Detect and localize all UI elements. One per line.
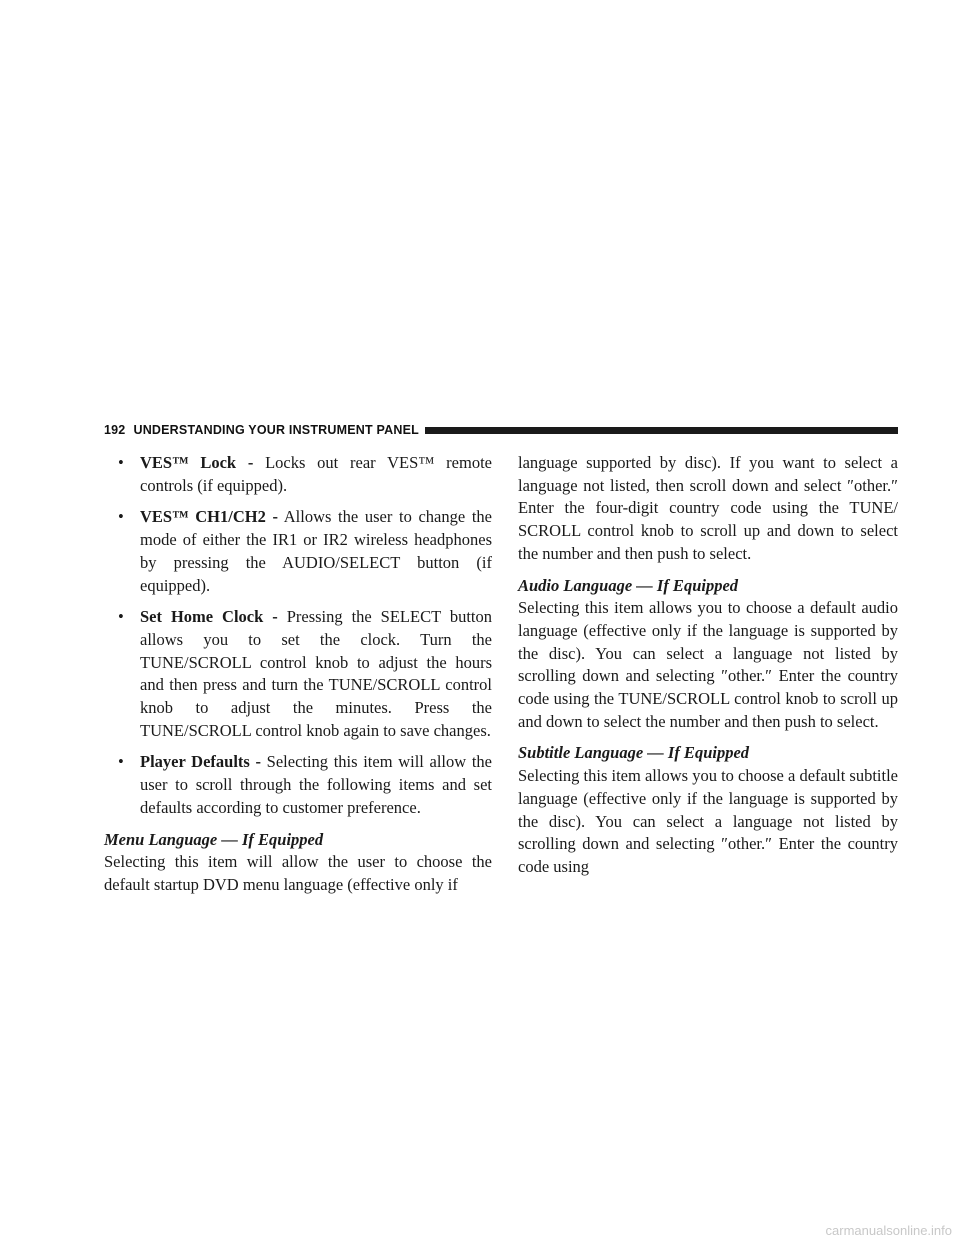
left-column xyxy=(104,452,492,897)
bullet-marker: • xyxy=(118,453,124,472)
bullet-term: Set Home Clock - xyxy=(140,607,278,627)
bullet-set-home-clock xyxy=(104,606,492,742)
header-rule xyxy=(425,427,898,434)
bullet-ves-ch xyxy=(104,506,492,597)
bullet-term: Player Defaults - xyxy=(140,752,261,772)
page-header xyxy=(104,422,898,438)
right-column xyxy=(518,452,898,879)
bullet-marker: • xyxy=(118,607,124,627)
bullet-marker: • xyxy=(118,507,124,527)
bullet-ves-lock xyxy=(104,452,492,497)
menu-language-text: Selecting this item will allow the user to choose the default startup DVD menu language (effective only if xyxy=(104,852,492,894)
continuation-text: language supported by disc). If you want to select a language not listed, then scroll down and select ″other.″ Enter the four-digit country code using the TUNE/ SCROLL control knob to scroll up and down to select the number and then push to select. xyxy=(518,453,898,563)
page-number: 192 xyxy=(104,423,126,437)
audio-language-heading: Audio Language — If Equipped xyxy=(518,575,739,595)
bullet-text: Pressing the SELECT button allows you to set the clock. Turn the TUNE/SCROLL control knob to adjust the hours and then press and turn the TUNE/SCROLL control knob to adjust the minutes. Press the TUNE/SCROLL control knob again to save changes. xyxy=(140,607,492,740)
section-title: UNDERSTANDING YOUR INSTRUMENT PANEL xyxy=(133,423,419,437)
audio-language-text: Selecting this item allows you to choose a default audio language (effective only if the language is supported by the disc). You can select a language not listed by scrolling down and selecting ″other.″ Enter the country code using the TUNE/SCROLL control knob to scroll up and down to select the number and then push to select. xyxy=(518,598,898,731)
bullet-term: VES™ Lock - xyxy=(140,453,254,472)
subtitle-language-heading: Subtitle Language — If Equipped xyxy=(518,743,750,763)
bullet-marker: • xyxy=(118,752,124,772)
watermark: carmanualsonline.info xyxy=(825,1223,952,1238)
bullet-text: Selecting this item will allow the user to scroll through the following items and set defaults according to customer preference. xyxy=(140,752,492,817)
bullet-player-defaults xyxy=(104,751,492,819)
menu-language-heading: Menu Language — If Equipped xyxy=(104,829,324,849)
bullet-text: Allows the user to change the mode of either the IR1 or IR2 wireless headphones by pressing the AUDIO/SELECT button (if equipped). xyxy=(140,507,493,595)
bullet-term: VES™ CH1/CH2 - xyxy=(140,507,278,527)
bullet-text: Locks out rear VES™ remote controls (if equipped). xyxy=(140,453,492,495)
subtitle-language-text: Selecting this item allows you to choose a default subtitle language (effective only if the language is supported by the disc). You can select a language not listed by scrolling down and selecting ″other.″ Enter the country code using xyxy=(518,766,898,876)
